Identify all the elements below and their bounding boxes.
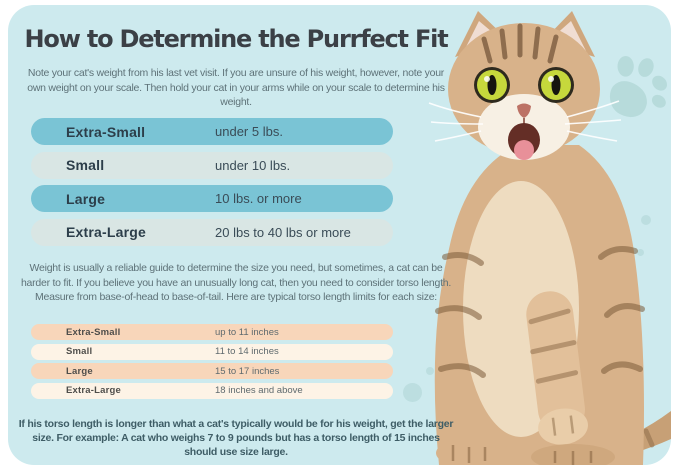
- infographic-card: [8, 5, 671, 465]
- size-value: 15 to 17 inches: [215, 365, 280, 377]
- size-value: 11 to 14 inches: [215, 346, 279, 357]
- weight-table: [31, 118, 393, 246]
- size-value: under 10 lbs.: [215, 157, 291, 173]
- table-row: [31, 152, 393, 179]
- table-row: [31, 324, 393, 340]
- cat-photo: [421, 9, 671, 465]
- size-label: Small: [66, 346, 93, 357]
- size-value: up to 11 inches: [215, 326, 279, 338]
- size-label: Large: [66, 365, 93, 377]
- torso-note: Weight is usually a reliable guide to determine the size you need, but sometimes, a cat can be harder to fit. If you believe you have an unusually long cat, then you need to consider torso length. Measure from base-of-head to base-of-tail. Here are typical torso length limits for each size:: [20, 262, 452, 303]
- size-value: 18 inches and above: [215, 385, 303, 396]
- table-row: [31, 363, 393, 379]
- size-value: 10 lbs. or more: [215, 191, 302, 206]
- table-row: [31, 383, 393, 399]
- size-value: under 5 lbs.: [215, 124, 283, 139]
- intro-text: Note your cat's weight from his last vet visit. If you are unsure of his weight, however, note your own weight on your scale. Then hold your cat in your arms while on your scale to determine his weight.: [27, 67, 445, 108]
- fit-note: If his torso length is longer than what a cat's typically would be for his weight, get the larger size. For example: A cat who weighs 7 to 9 pounds but has a torso length of 15 inches should use size large.: [18, 418, 454, 458]
- size-label: Large: [66, 190, 106, 207]
- table-row: [31, 185, 393, 212]
- table-row: [31, 219, 393, 246]
- size-label: Small: [66, 157, 105, 173]
- size-label: Extra-Large: [66, 385, 121, 396]
- paw-dot: [403, 383, 422, 402]
- table-row: [31, 344, 393, 360]
- size-label: Extra-Small: [66, 326, 121, 338]
- table-row: [31, 118, 393, 145]
- torso-table: [31, 324, 393, 399]
- size-label: Extra-Small: [66, 123, 146, 140]
- size-value: 20 lbs to 40 lbs or more: [215, 224, 351, 240]
- page-title: How to Determine the Purrfect Fit: [24, 25, 448, 53]
- size-label: Extra-Large: [66, 224, 147, 240]
